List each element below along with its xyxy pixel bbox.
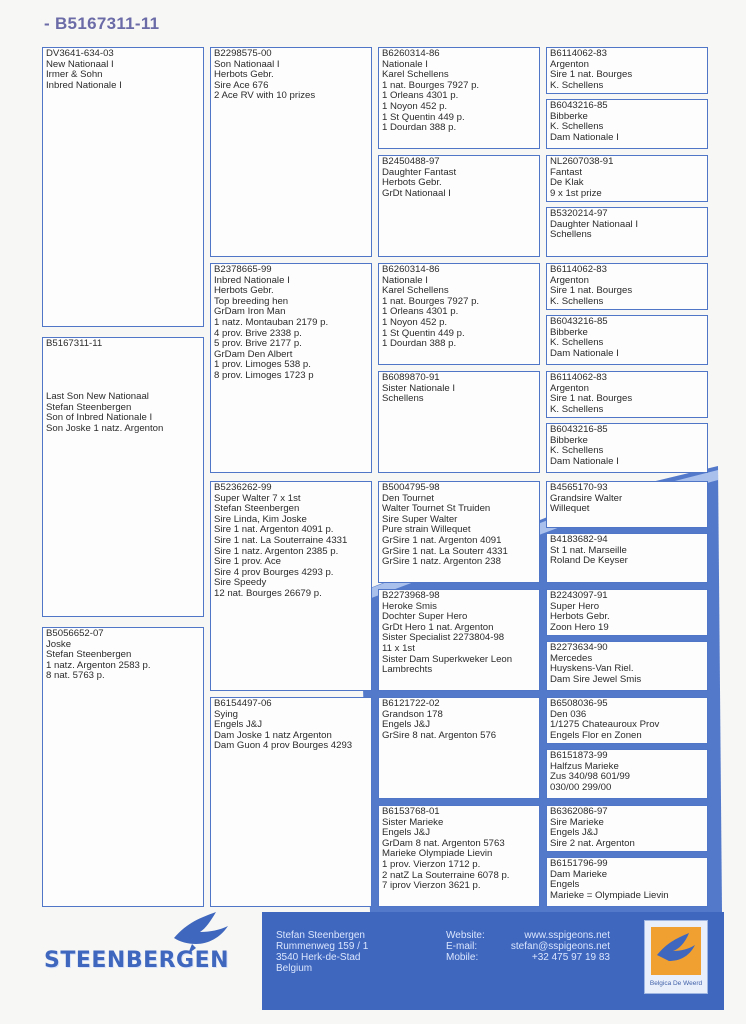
pedigree-box-gen3-7: B6121722-02 Grandson 178 Engels J&J GrSire 8 nat. Argenton 576 xyxy=(378,697,540,799)
pedigree-box-gen4-2: B6043216-85 Bibberke K. Schellens Dam Nationale I xyxy=(546,99,708,149)
contact-values: www.sspigeons.net stefan@sspigeons.net +32 475 97 19 83 xyxy=(498,930,610,963)
belgica-badge xyxy=(644,920,708,994)
pedigree-box-gen3-1: B6260314-86 Nationale I Karel Schellens 1 nat. Bourges 7927 p. 1 Orleans 4301 p. 1 Noyon 452 p. 1 St Quentin 449 p. 1 Dourdan 388 p. xyxy=(378,47,540,149)
pedigree-box-gen4-16: B6151796-99 Dam Marieke Engels Marieke = Olympiade Lievin xyxy=(546,857,708,907)
pedigree-box-sire: DV3641-634-03 New Nationaal I Irmer & Sohn Inbred Nationale I xyxy=(42,47,204,327)
pedigree-box-gen3-6: B2273968-98 Heroke Smis Dochter Super Hero GrDt Hero 1 nat. Argenton Sister Specialist 2273804-98 11 x 1st Sister Dam Superkweker Leon Lambrechts xyxy=(378,589,540,691)
pedigree-box-gen2-3: B5236262-99 Super Walter 7 x 1st Stefan Steenbergen Sire Linda, Kim Joske Sire 1 nat. Argenton 4091 p. Sire 1 nat. La Souterraine 4331 Sire 1 natz. Argenton 2385 p. Sire 1 prov. Ace Sire 4 prov Bourges 4293 p. Sire Speedy 12 nat. Bourges 26679 p. xyxy=(210,481,372,691)
pedigree-box-gen4-15: B6362086-97 Sire Marieke Engels J&J Sire 2 nat. Argenton xyxy=(546,805,708,852)
pedigree-box-gen4-14: B6151873-99 Halfzus Marieke Zus 340/98 601/99 030/00 299/00 xyxy=(546,749,708,799)
pedigree-box-gen2-1: B2298575-00 Son Nationaal I Herbots Gebr. Sire Ace 676 2 Ace RV with 10 prizes xyxy=(210,47,372,257)
pedigree-box-gen4-3: NL2607038-91 Fantast De Klak 9 x 1st prize xyxy=(546,155,708,202)
bird-emblem-icon xyxy=(645,921,707,979)
pedigree-box-gen3-2: B2450488-97 Daughter Fantast Herbots Gebr. GrDt Nationaal I xyxy=(378,155,540,257)
badge-caption: Belgica De Weerd xyxy=(649,980,703,987)
logo-text: STEENBERGEN xyxy=(44,948,230,973)
email-link[interactable]: stefan@sspigeons.net xyxy=(510,941,610,952)
pedigree-box-gen4-9: B4565170-93 Grandsire Walter Willequet xyxy=(546,481,708,528)
pedigree-box-subject: B5167311-11 Last Son New Nationaal Stefan Steenbergen Son of Inbred Nationale I Son Joske 1 natz. Argenton xyxy=(42,337,204,617)
pedigree-box-gen4-4: B5320214-97 Daughter Nationaal I Schellens xyxy=(546,207,708,257)
pedigree-box-gen2-4: B6154497-06 Sying Engels J&J Dam Joske 1 natz Argenton Dam Guon 4 prov Bourges 4293 xyxy=(210,697,372,907)
pedigree-box-gen3-4: B6089870-91 Sister Nationale I Schellens xyxy=(378,371,540,473)
steenbergen-logo xyxy=(30,902,260,992)
pedigree-box-gen4-1: B6114062-83 Argenton Sire 1 nat. Bourges K. Schellens xyxy=(546,47,708,94)
pedigree-box-gen3-8: B6153768-01 Sister Marieke Engels J&J GrDam 8 nat. Argenton 5763 Marieke Olympiade Lievin 1 prov. Vierzon 1712 p. 2 natZ La Souterraine 6078 p. 7 iprov Vierzon 3621 p. xyxy=(378,805,540,907)
pedigree-box-dam: B5056652-07 Joske Stefan Steenbergen 1 natz. Argenton 2583 p. 8 nat. 5763 p. xyxy=(42,627,204,907)
page-title: - B5167311-11 xyxy=(44,14,160,33)
pedigree-box-gen4-11: B2243097-91 Super Hero Herbots Gebr. Zoon Hero 19 xyxy=(546,589,708,636)
pedigree-box-gen4-7: B6114062-83 Argenton Sire 1 nat. Bourges K. Schellens xyxy=(546,371,708,418)
pedigree-box-gen3-5: B5004795-98 Den Tournet Walter Tournet St Truiden Sire Super Walter Pure strain Willequet GrSire 1 nat. Argenton 4091 GrSire 1 nat. La Souterr 4331 GrSire 1 natz. Argenton 238 xyxy=(378,481,540,583)
contact-labels: Website: E-mail: Mobile: xyxy=(446,930,485,963)
pedigree-box-gen4-12: B2273634-90 Mercedes Huyskens-Van Riel. Dam Sire Jewel Smis xyxy=(546,641,708,691)
pedigree-box-gen3-3: B6260314-86 Nationale I Karel Schellens 1 nat. Bourges 7927 p. 1 Orleans 4301 p. 1 Noyon 452 p. 1 St Quentin 449 p. 1 Dourdan 388 p. xyxy=(378,263,540,365)
pedigree-box-gen4-10: B4183682-94 St 1 nat. Marseille Roland De Keyser xyxy=(546,533,708,583)
pedigree-box-gen4-6: B6043216-85 Bibberke K. Schellens Dam Nationale I xyxy=(546,315,708,365)
pedigree-box-gen4-8: B6043216-85 Bibberke K. Schellens Dam Nationale I xyxy=(546,423,708,473)
website-link[interactable]: www.sspigeons.net xyxy=(524,930,610,941)
pedigree-box-gen4-5: B6114062-83 Argenton Sire 1 nat. Bourges K. Schellens xyxy=(546,263,708,310)
address-block: Stefan Steenbergen Rummenweg 159 / 1 3540 Herk-de-Stad Belgium xyxy=(276,930,369,974)
pedigree-box-gen2-2: B2378665-99 Inbred Nationale I Herbots Gebr. Top breeding hen GrDam Iron Man 1 natz. Montauban 2179 p. 4 prov. Brive 2338 p. 5 prov. Brive 2177 p. GrDam Den Albert 1 prov. Limoges 538 p. 8 prov. Limoges 1723 p xyxy=(210,263,372,473)
pedigree-box-gen4-13: B6508036-95 Den 036 1/1275 Chateauroux Prov Engels Flor en Zonen xyxy=(546,697,708,744)
